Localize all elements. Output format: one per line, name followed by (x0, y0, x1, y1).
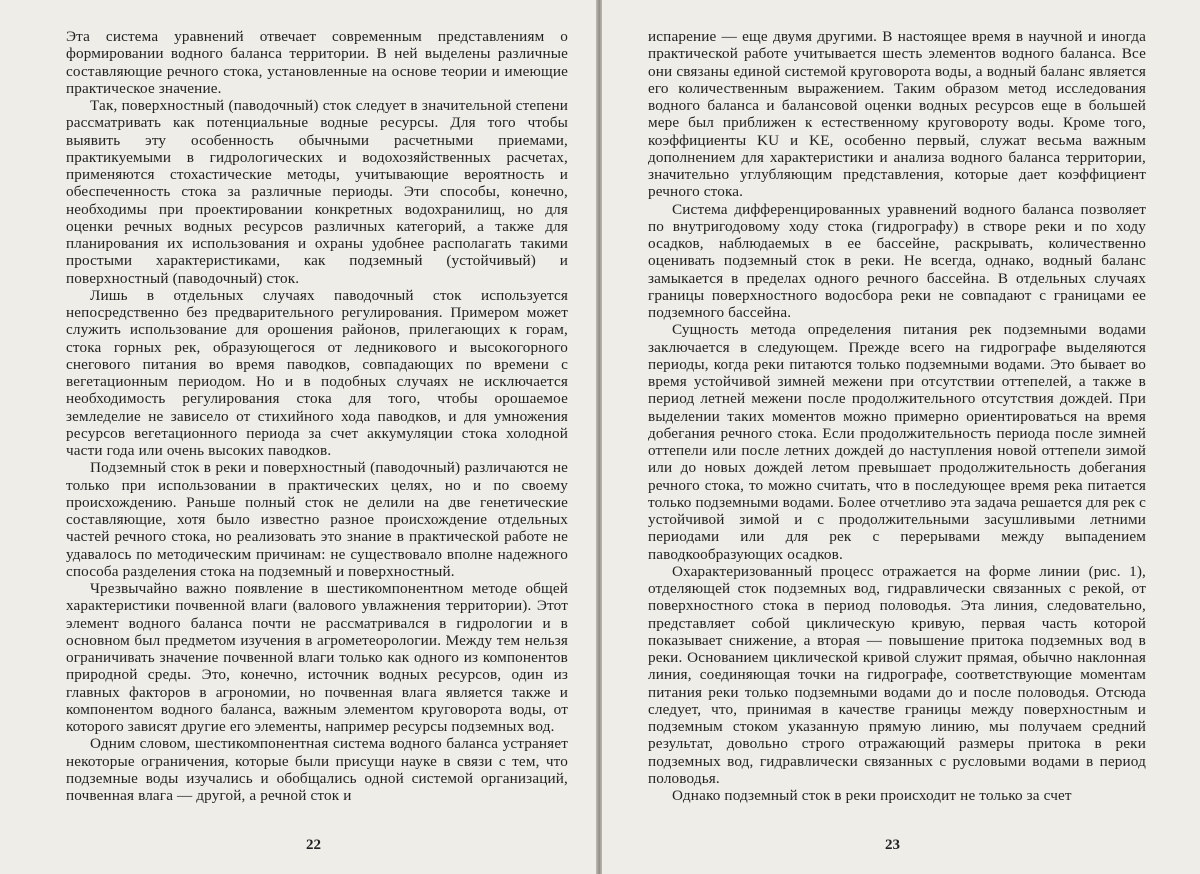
paragraph: Система дифференцированных уравнений водного баланса позволяет по внутригодовому ходу стока (гидрографу) в створе реки и по ходу осадков, наблюдаемых в ее бассейне, раскрывать, количественно оценивать подземный сток в реки. Не всегда, однако, водный баланс замыкается в пределах одного речного бассейна. В отдельных случаях границы поверхностного водосбора реки не совпадают с границами ее подземного бассейна. (648, 200, 1146, 321)
paragraph: Сущность метода определения питания рек подземными водами заключается в следующем. Прежде всего на гидрографе выделяются периоды, когда реки питаются только подземными водами. Это бывает во время устойчивой зимней межени при отсутствии оттепелей, а также в период летней межени после продолжительного отсутствия дождей. При выделении таких моментов можно примерно ориентироваться на время добегания речного стока. Если продолжительность периода после зимней оттепели или после летних дождей до наступления новой оттепели зимой или до новых дождей летом превышает продолжительность добегания речного стока, то можно считать, что в последующее время река питается только подземными водами. Более отчетливо эта задача решается для рек с устойчивой зимой и с продолжительными засушливыми летними периодами или для рек с перерывами между выпадением паводкообразующих осадков. (648, 321, 1146, 563)
page-number: 22 (306, 837, 321, 853)
page-number: 23 (885, 837, 900, 853)
paragraph: Подземный сток в реки и поверхностный (паводочный) различаются не только при использовании в практических целях, но и по своему происхождению. Раньше полный сток не делили на две генетические составляющие, хотя было известно разное происхождение отдельных частей речного стока, но реализовать это знание в практической работе не удавалось по методическим причинам: не существовало вполне надежного способа разделения стока на подземный и поверхностный. (66, 459, 568, 580)
right-page (602, 0, 1200, 874)
paragraph: Эта система уравнений отвечает современным представлениям о формировании водного баланса территории. В ней выделены различные составляющие речного стока, установленные на основе теории и имеющие практическое значение. (66, 28, 568, 97)
paragraph: испарение — еще двумя другими. В настоящее время в научной и иногда практической работе учитывается шесть элементов водного баланса. Все они связаны единой системой круговорота воды, а водный баланс является его количественным выражением. Таким образом метод исследования водного баланса и балансовой оценки водных ресурсов еще в большей мере был приближен к естественному круговороту воды. Кроме того, коэффициенты KU и KE, особенно первый, служат весьма важным дополнением для характеристики и анализа водного баланса территории, значительно углубляющим представления, которые дает коэффициент речного стока. (648, 28, 1146, 201)
paragraph: Охарактеризованный процесс отражается на форме линии (рис. 1), отделяющей сток подземных вод, гидравлически связанных с рекой, от поверхностного стока в период половодья. Эта линия, следовательно, представляет собой циклическую кривую, первая часть которой показывает снижение, а вторая — повышение притока подземных вод в реки. Основанием циклической кривой служит прямая, обычно наклонная линия, соединяющая точки на гидрографе, соответствующие моментам питания реки только подземными водами до и после половодья. Отсюда следует, что, принимая в качестве границы между поверхностным и подземным стоком указанную прямую линию, мы получаем средний результат, довольно строго отражающий размеры притока в реки подземных вод, гидравлически связанных с русловыми водами в период половодья. (648, 562, 1146, 787)
paragraph: Однако подземный сток в реки происходит не только за счет (672, 787, 1072, 804)
paragraph: Лишь в отдельных случаях паводочный сток используется непосредственно без предварительного регулирования. Примером может служить использование для орошения районов, прилегающих к горам, стока горных рек, образующегося от ледникового и высокогорного снегового питания во время паводков, совпадающих по времени с вегетационным периодом. Но и в подобных случаях не исключается необходимость регулирования стока для того, чтобы орошаемое земледелие не зависело от стихийного хода паводков, и для умножения ресурсов вегетационного периода за счет аккумуляции стока холодной части года или очень высоких паводков. (66, 286, 568, 459)
paragraph: Так, поверхностный (паводочный) сток следует в значительной степени рассматривать как потенциальные водные ресурсы. Для того чтобы выявить эту особенность обычными расчетными приемами, практикуемыми в гидрологических и водохозяйственных расчетах, применяются стохастические методы, учитывающие вероятность и обеспеченность стока за различные периоды. Эти способы, конечно, необходимы при проектировании конкретных водохранилищ, но для оценки речных водных ресурсов различных категорий, а также для планирования их использования и охраны удобнее располагать такими простыми характеристиками, как подземный (устойчивый) и поверхностный (паводочный) сток. (66, 97, 568, 287)
right-page-text (648, 28, 1146, 804)
paragraph: Одним словом, шестикомпонентная система водного баланса устраняет некоторые ограничения, которые были присущи науке в связи с тем, что подземные воды изучались и обобщались одной системой организаций, почвенная влага — другой, а речной сток и (66, 735, 568, 804)
left-page (0, 0, 598, 874)
paragraph: Чрезвычайно важно появление в шестикомпонентном методе общей характеристики почвенной влаги (валового увлажнения территории). Этот элемент водного баланса почти не рассматривался в гидрологии и в основном был предметом изучения в агрометеорологии. Между тем нельзя ограничивать значение почвенной влаги только как одного из компонентов природной среды. Это, конечно, источник водных ресурсов, один из главных факторов в агрономии, но почвенная влага является также и компонентом водного баланса, важным элементом круговорота воды, от которого зависят другие его элементы, например ресурсы подземных вод. (66, 580, 568, 735)
left-page-text (66, 28, 568, 804)
